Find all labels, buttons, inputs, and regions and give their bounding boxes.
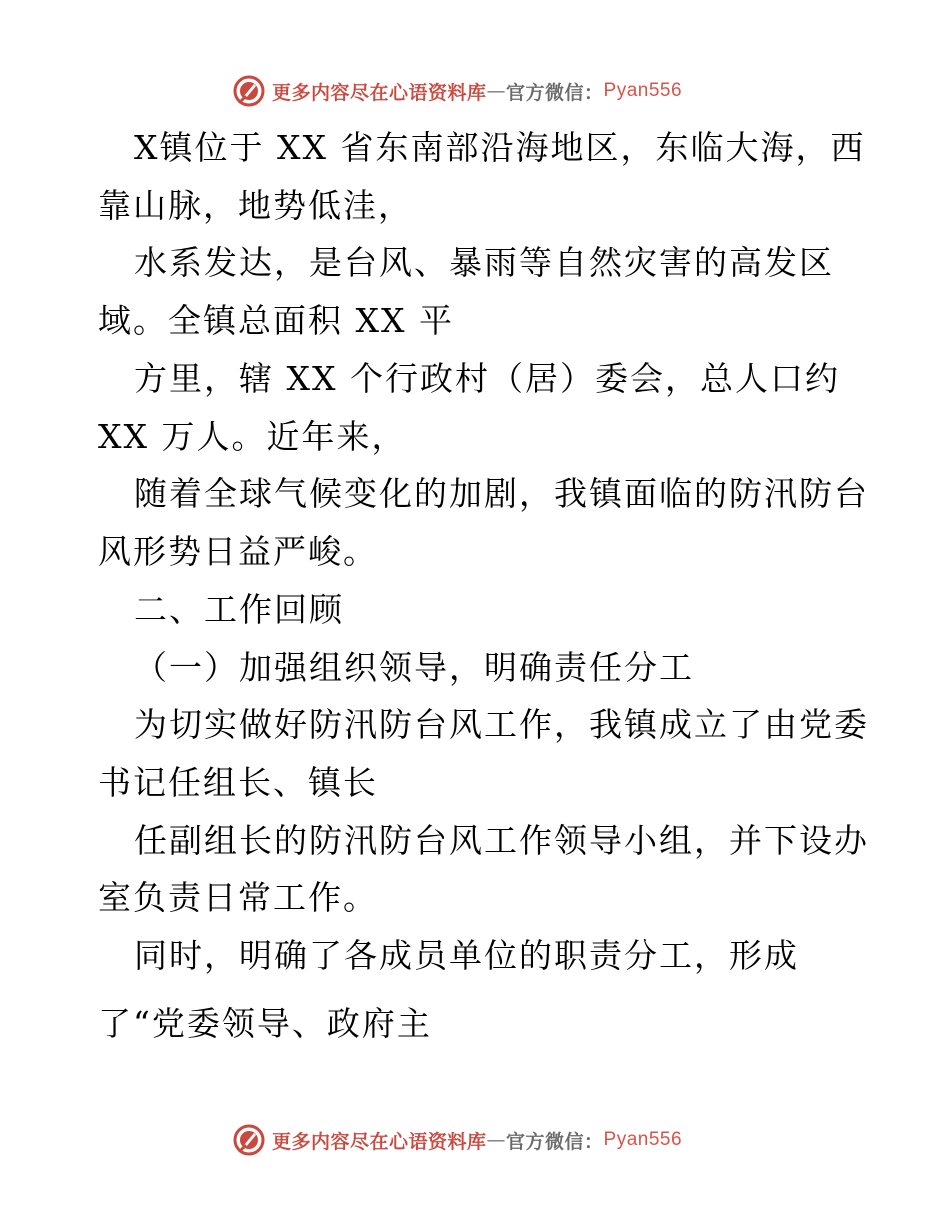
body-line: 同时，明确了各成员单位的职责分工，形成: [134, 936, 799, 975]
body-line: 书记任组长、镇长: [98, 763, 378, 802]
watermark-wechat-label: 官方微信：: [506, 81, 604, 104]
body-line: 域。全镇总面积 XX 平: [98, 301, 454, 340]
body-line: 为切实做好防汛防台风工作，我镇成立了由党委: [134, 705, 869, 744]
watermark-dash: —: [486, 80, 507, 102]
body-line: 随着全球气候变化的加剧，我镇面临的防汛防台: [134, 474, 869, 513]
body-line: 水系发达，是台风、暴雨等自然灾害的高发区: [134, 243, 834, 282]
footer-watermark: [232, 1120, 682, 1160]
section-heading: 二、工作回顾: [134, 590, 344, 629]
watermark-wechat-id: Pyan556: [603, 1129, 683, 1150]
watermark-wechat-id: Pyan556: [603, 80, 683, 101]
watermark-main-text: 更多内容尽在心语资料库: [272, 81, 487, 104]
body-line: 任副组长的防汛防台风工作领导小组，并下设办: [134, 821, 869, 860]
watermark-dash: —: [486, 1129, 507, 1151]
body-line: X镇位于 XX 省东南部沿海地区，东临大海，西: [134, 128, 866, 167]
body-line: 了“党委领导、政府主: [98, 1004, 432, 1043]
watermark-wechat-label: 官方微信：: [506, 1130, 604, 1153]
body-line: XX 万人。近年来，: [98, 417, 407, 456]
body-line: 方里，辖 XX 个行政村（居）委会，总人口约: [134, 359, 840, 398]
pen-nib-logo-icon: [232, 1123, 266, 1157]
body-line: 靠山脉，地势低洼，: [98, 186, 413, 225]
watermark-main-text: 更多内容尽在心语资料库: [272, 1130, 487, 1153]
body-line: 风形势日益严峻。: [98, 532, 378, 571]
subsection-heading: （一）加强组织领导，明确责任分工: [134, 648, 694, 687]
body-line: 室负责日常工作。: [98, 878, 378, 917]
